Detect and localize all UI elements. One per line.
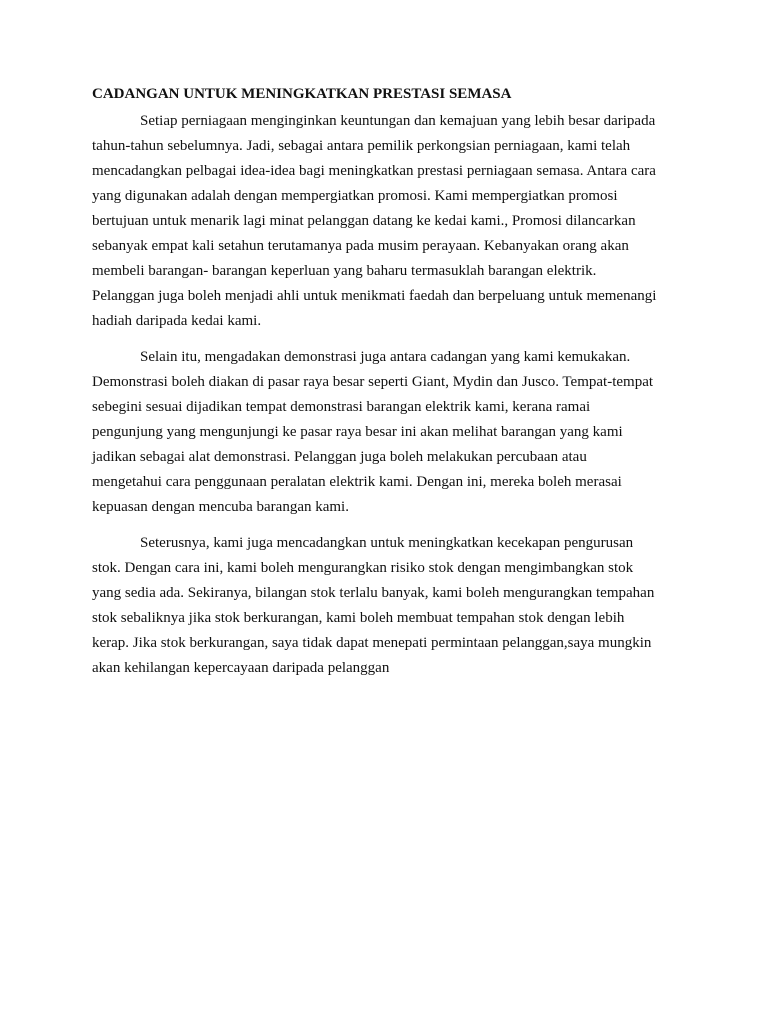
text-line: mencadangkan pelbagai idea-idea bagi meningkatkan prestasi perniagaan semasa. Antara cara (92, 163, 656, 179)
text-line: bertujuan untuk menarik lagi minat pelanggan datang ke kedai kami., Promosi dilancarkan (92, 213, 636, 229)
text-line: Pelanggan juga boleh menjadi ahli untuk menikmati faedah dan berpeluang untuk memenangi (92, 288, 657, 304)
text-line: yang digunakan adalah dengan mempergiatkan promosi. Kami mempergiatkan promosi (92, 188, 618, 204)
text-line: sebegini sesuai dijadikan tempat demonstrasi barangan elektrik kami, kerana ramai (92, 399, 591, 415)
text-line: Selain itu, mengadakan demonstrasi juga antara cadangan yang kami kemukakan. (140, 349, 631, 365)
text-line: yang sedia ada. Sekiranya, bilangan stok terlalu banyak, kami boleh mengurangkan tempahan (92, 585, 655, 601)
text-line: sebanyak empat kali setahun terutamanya pada musim perayaan. Kebanyakan orang akan (92, 238, 629, 254)
document-title: CADANGAN UNTUK MENINGKATKAN PRESTASI SEMASA (92, 86, 512, 102)
text-line: akan kehilangan kepercayaan daripada pelanggan (92, 660, 390, 676)
text-line: kepuasan dengan mencuba barangan kami. (92, 499, 349, 515)
text-line: Demonstrasi boleh diakan di pasar raya besar seperti Giant, Mydin dan Jusco. Tempat-tempat (92, 374, 654, 390)
paragraph-promotion (92, 109, 692, 334)
text-line: mengetahui cara penggunaan peralatan elektrik kami. Dengan ini, mereka boleh merasai (92, 474, 622, 490)
text-line: stok. Dengan cara ini, kami boleh mengurangkan risiko stok dengan mengimbangkan stok (92, 560, 634, 576)
text-line: membeli barangan- barangan keperluan yang baharu termasuklah barangan elektrik. (92, 263, 597, 279)
text-line: stok sebaliknya jika stok berkurangan, kami boleh membuat tempahan stok dengan lebih (92, 610, 625, 626)
text-line: pengunjung yang mengunjungi ke pasar raya besar ini akan melihat barangan yang kami (92, 424, 623, 440)
paragraph-demonstration (92, 345, 692, 520)
text-line: Seterusnya, kami juga mencadangkan untuk meningkatkan kecekapan pengurusan (140, 535, 634, 551)
paragraph-stock-management (92, 531, 692, 681)
text-line: jadikan sebagai alat demonstrasi. Pelanggan juga boleh melakukan percubaan atau (92, 449, 587, 465)
text-line: tahun-tahun sebelumnya. Jadi, sebagai antara pemilik perkongsian perniagaan, kami telah (92, 138, 631, 154)
text-line: kerap. Jika stok berkurangan, saya tidak dapat menepati permintaan pelanggan,saya mungkin (92, 635, 652, 651)
text-line: hadiah daripada kedai kami. (92, 313, 262, 329)
text-line: Setiap perniagaan menginginkan keuntungan dan kemajuan yang lebih besar daripada (140, 113, 656, 129)
